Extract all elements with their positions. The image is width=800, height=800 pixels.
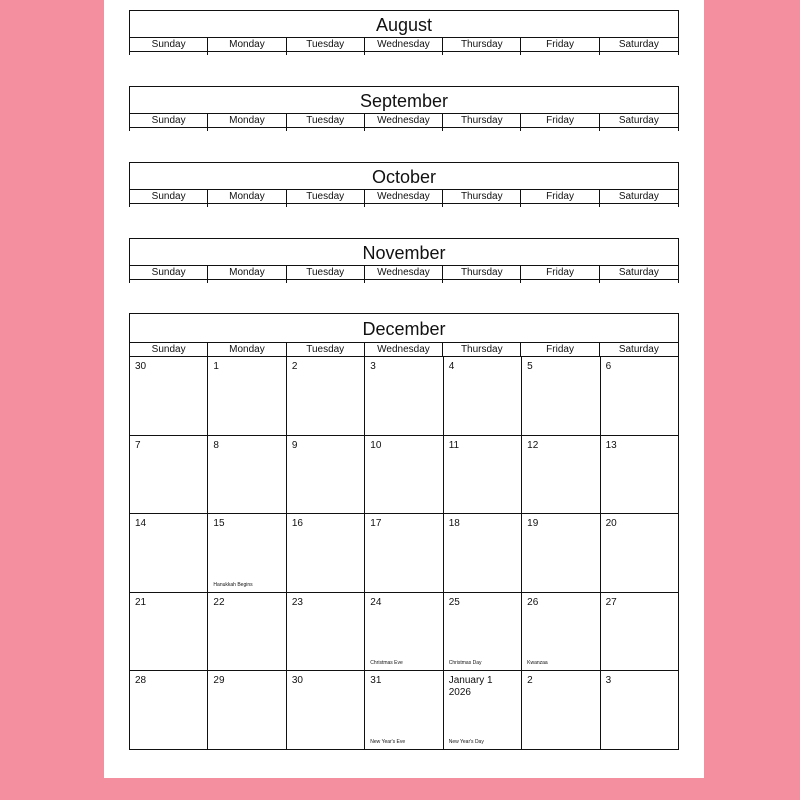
grid-stub-cell — [365, 280, 443, 283]
weekday-header — [129, 190, 679, 204]
weekday-label: Tuesday — [287, 190, 365, 203]
day-cell — [522, 514, 600, 593]
day-number: 9 — [291, 439, 298, 451]
grid-stub-cell — [287, 52, 365, 55]
grid-stub-cell — [600, 280, 678, 283]
day-number: 20 — [605, 518, 617, 530]
grid-stub-cell — [208, 204, 286, 207]
weekday-label: Friday — [521, 343, 599, 356]
day-number: 2 — [291, 361, 298, 372]
grid-stub-cell — [600, 204, 678, 207]
day-number: 22 — [213, 596, 225, 608]
day-cell — [130, 357, 208, 436]
weekday-header — [129, 38, 679, 52]
grid-stub — [129, 280, 679, 283]
grid-stub-cell — [443, 280, 521, 283]
day-cell — [208, 357, 286, 436]
day-cell — [522, 593, 600, 672]
month-block-november — [129, 238, 679, 283]
day-number: 7 — [135, 439, 141, 451]
month-title: December — [129, 313, 679, 343]
grid-stub-cell — [521, 52, 599, 55]
weekday-label: Monday — [208, 38, 286, 51]
day-number: January 1 2026 — [448, 675, 493, 699]
day-number: 31 — [370, 675, 382, 687]
day-cell — [601, 436, 679, 515]
weekday-label: Saturday — [618, 344, 659, 355]
weekday-label: Saturday — [618, 115, 659, 126]
day-number: 27 — [605, 596, 617, 608]
month-title: August — [129, 10, 679, 38]
weekday-label: Tuesday — [287, 38, 365, 51]
day-cell — [522, 671, 600, 750]
day-number: 21 — [135, 596, 147, 608]
day-cell — [208, 593, 286, 672]
grid-stub-cell — [521, 204, 599, 207]
month-block-september — [129, 86, 679, 131]
weekday-label: Friday — [521, 38, 599, 51]
weekday-label: Wednesday — [365, 343, 443, 356]
day-number: 10 — [370, 439, 382, 451]
weekday-label: Saturday — [618, 267, 659, 278]
month-title: November — [129, 238, 679, 266]
weekday-label: Sunday — [130, 114, 208, 127]
grid-stub-cell — [130, 280, 208, 283]
day-number: 18 — [448, 518, 460, 530]
day-number: 30 — [291, 675, 303, 687]
grid-stub-cell — [521, 280, 599, 283]
holiday-label: Christmas Day — [448, 660, 482, 667]
day-number: 26 — [527, 596, 539, 608]
weekday-label: Friday — [521, 114, 599, 127]
weekday-label: Thursday — [443, 190, 521, 203]
weekday-header — [129, 114, 679, 128]
grid-stub-cell — [208, 280, 286, 283]
holiday-label: Kwanzaa — [527, 660, 548, 667]
day-number: 3 — [370, 361, 376, 372]
day-cell — [365, 514, 443, 593]
calendar-page — [104, 0, 704, 778]
day-number: 13 — [605, 439, 617, 451]
grid-stub-cell — [130, 204, 208, 207]
day-cell — [287, 436, 365, 515]
day-cell — [601, 357, 679, 436]
month-title: September — [129, 86, 679, 114]
day-number: 12 — [527, 439, 539, 451]
weekday-label: Wednesday — [365, 38, 443, 51]
day-number: 23 — [291, 596, 303, 608]
day-cell — [444, 593, 522, 672]
day-number: 1 — [213, 361, 219, 372]
weekday-label: Friday — [521, 190, 599, 203]
day-cell — [601, 514, 679, 593]
month-block-october — [129, 162, 679, 207]
day-cell — [444, 357, 522, 436]
day-cell — [287, 593, 365, 672]
weekday-header — [129, 343, 679, 357]
weekday-label: Sunday — [130, 190, 208, 203]
holiday-label: Christmas Eve — [370, 660, 403, 667]
weekday-label: Monday — [208, 266, 286, 279]
day-number: 4 — [448, 361, 455, 372]
grid-stub — [129, 128, 679, 131]
weekday-label: Monday — [208, 343, 286, 356]
grid-stub-cell — [443, 52, 521, 55]
day-cell — [208, 671, 286, 750]
day-number: 17 — [370, 518, 382, 530]
month-title: October — [129, 162, 679, 190]
day-cell — [365, 436, 443, 515]
day-number: 30 — [135, 361, 147, 372]
holiday-label: New Year's Eve — [370, 738, 406, 745]
grid-stub-cell — [443, 204, 521, 207]
day-cell — [522, 436, 600, 515]
day-number: 6 — [605, 361, 612, 372]
weekday-label: Thursday — [443, 38, 521, 51]
day-cell — [444, 514, 522, 593]
grid-stub-cell — [208, 52, 286, 55]
day-cell — [130, 436, 208, 515]
weekday-label: Tuesday — [287, 343, 365, 356]
day-number: 19 — [527, 518, 539, 530]
day-cell — [365, 671, 443, 750]
weekday-label: Wednesday — [365, 266, 443, 279]
grid-stub-cell — [521, 128, 599, 131]
holiday-label: New Year's Day — [448, 738, 484, 745]
day-number: 29 — [213, 675, 225, 687]
grid-stub — [129, 52, 679, 55]
day-cell — [287, 671, 365, 750]
weekday-label: Saturday — [618, 191, 659, 202]
day-number: 15 — [213, 518, 225, 530]
month-block-august — [129, 10, 679, 55]
day-cell — [208, 436, 286, 515]
weekday-label: Thursday — [443, 114, 521, 127]
grid-stub-cell — [287, 280, 365, 283]
day-cell — [365, 357, 443, 436]
month-block-december — [129, 313, 679, 750]
day-cell — [130, 514, 208, 593]
day-number: 24 — [370, 596, 382, 608]
weekday-label: Wednesday — [365, 114, 443, 127]
grid-stub — [129, 204, 679, 207]
grid-stub-cell — [287, 204, 365, 207]
month-grid — [129, 357, 679, 750]
weekday-label: Wednesday — [365, 190, 443, 203]
day-number: 28 — [135, 675, 147, 687]
day-cell — [287, 357, 365, 436]
day-number: 16 — [291, 518, 303, 530]
weekday-label: Sunday — [130, 343, 208, 356]
day-number: 25 — [448, 596, 460, 608]
day-cell — [287, 514, 365, 593]
grid-stub-cell — [208, 128, 286, 131]
grid-stub-cell — [443, 128, 521, 131]
grid-stub-cell — [365, 128, 443, 131]
day-number: 8 — [213, 439, 219, 451]
day-cell — [130, 593, 208, 672]
day-number: 2 — [527, 675, 533, 687]
day-cell — [444, 436, 522, 515]
grid-stub-cell — [130, 52, 208, 55]
grid-stub-cell — [600, 52, 678, 55]
day-cell — [601, 671, 679, 750]
weekday-label: Thursday — [443, 266, 521, 279]
weekday-label: Sunday — [130, 38, 208, 51]
day-cell — [601, 593, 679, 672]
day-number: 11 — [448, 439, 460, 451]
holiday-label: Hanukkah Begins — [213, 581, 253, 588]
grid-stub-cell — [287, 128, 365, 131]
day-number: 5 — [527, 361, 533, 372]
day-number: 14 — [135, 518, 147, 530]
grid-stub-cell — [365, 52, 443, 55]
weekday-label: Saturday — [618, 39, 659, 50]
weekday-label: Tuesday — [287, 266, 365, 279]
weekday-label: Friday — [521, 266, 599, 279]
grid-stub-cell — [600, 128, 678, 131]
day-cell — [444, 671, 522, 750]
day-cell — [365, 593, 443, 672]
day-cell — [522, 357, 600, 436]
day-cell — [208, 514, 286, 593]
day-cell — [130, 671, 208, 750]
day-number: 3 — [605, 675, 612, 687]
grid-stub-cell — [130, 128, 208, 131]
weekday-label: Tuesday — [287, 114, 365, 127]
weekday-label: Monday — [208, 190, 286, 203]
weekday-label: Sunday — [130, 266, 208, 279]
weekday-label: Monday — [208, 114, 286, 127]
weekday-header — [129, 266, 679, 280]
weekday-label: Thursday — [443, 343, 521, 356]
grid-stub-cell — [365, 204, 443, 207]
